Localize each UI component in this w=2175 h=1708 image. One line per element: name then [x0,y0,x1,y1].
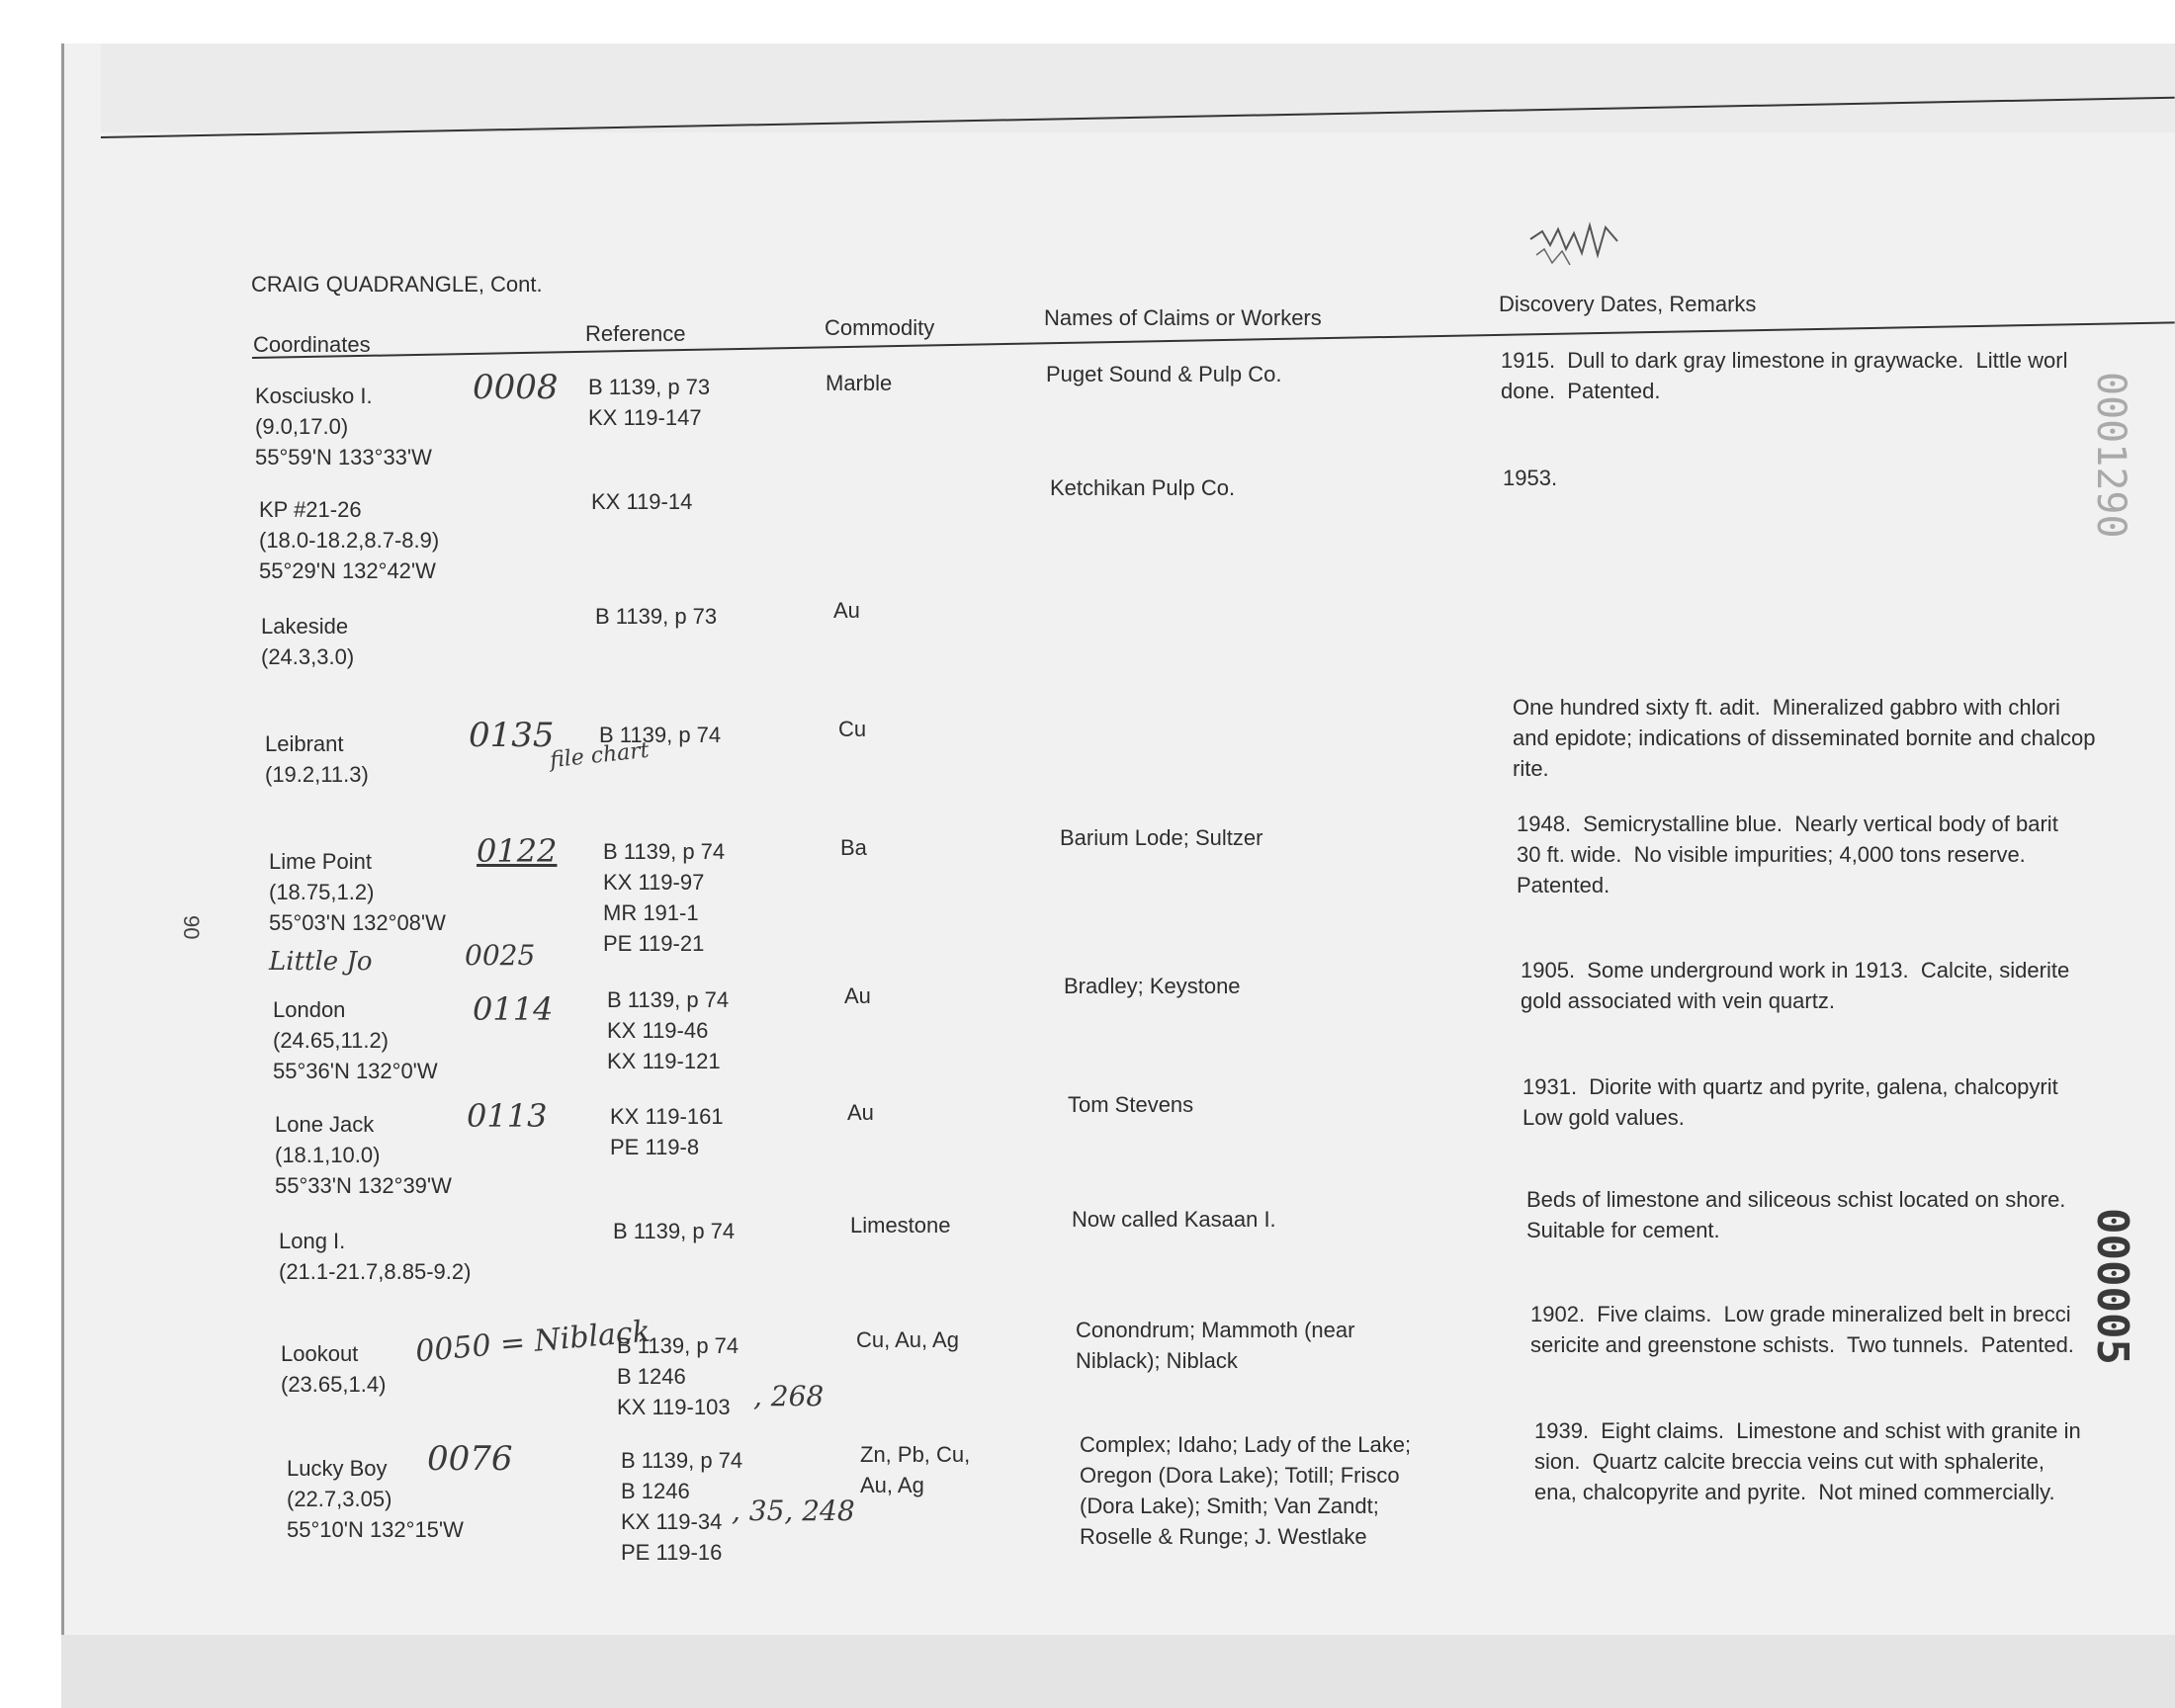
row-lonejack-handwritten-id: 0113 [467,1097,548,1135]
stamp-number-top: 0001290 [2088,372,2133,539]
col-header-names: Names of Claims or Workers [1044,305,1322,330]
row-kosciusko-reference: B 1139, p 73 KX 119-147 [588,375,711,430]
row-lakeside-commodity: Au [833,598,860,623]
col-header-coordinates: Coordinates [253,332,371,357]
row-leibrant-coordinates: Leibrant (19.2,11.3) [265,731,369,787]
row-lookout-commodity: Cu, Au, Ag [856,1327,959,1352]
row-kp-reference: KX 119-14 [591,489,693,514]
row-lonejack-commodity: Au [847,1100,874,1125]
row-lookout-handwritten-id: 0050 = Niblack [413,1314,652,1370]
row-luckyboy-commodity: Zn, Pb, Cu, Au, Ag [860,1442,971,1497]
row-longi-commodity: Limestone [850,1213,951,1238]
row-lonejack-coordinates: Lone Jack (18.1,10.0) 55°33'N 132°39'W [275,1112,452,1198]
page-number: 90 [179,915,204,940]
row-london-names: Bradley; Keystone [1064,974,1241,998]
row-luckyboy-handwritten-id: 0076 [427,1439,513,1479]
row-longi-remarks: Beds of limestone and siliceous schist located on shore. Suitable for cement. [1526,1187,2066,1242]
row-lookout-coordinates: Lookout (23.65,1.4) [281,1341,387,1397]
row-kp-remarks: 1953. [1503,466,1558,490]
row-leibrant-handwritten-id: 0135 [469,716,555,755]
scan-margin [61,1635,2175,1708]
row-kp-names: Ketchikan Pulp Co. [1050,475,1236,500]
col-header-remarks: Discovery Dates, Remarks [1499,292,1757,316]
stamp-number-bottom: 000005 [2087,1208,2137,1365]
row-kosciusko-commodity: Marble [826,371,893,395]
col-header-commodity: Commodity [825,315,935,340]
row-lonejack-reference: KX 119-161 PE 119-8 [610,1104,724,1159]
row-london-coordinates: London (24.65,11.2) 55°36'N 132°0'W [273,997,438,1083]
row-luckyboy-handwritten-reference: , 35, 248 [732,1494,855,1527]
row-luckyboy-reference: B 1139, p 74 B 1246 KX 119-34 PE 119-16 [621,1448,743,1565]
page-title: CRAIG QUADRANGLE, Cont. [251,272,543,297]
handwritten-scribble [1522,219,1641,279]
row-london-remarks: 1905. Some underground work in 1913. Calcite, siderite gold associated with vein quartz. [1521,958,2070,1013]
row-kosciusko-coordinates: Kosciusko I. (9.0,17.0) 55°59'N 133°33'W [255,384,432,470]
row-kosciusko-remarks: 1915. Dull to dark gray limestone in graywacke. Little worl done. Patented. [1501,348,2068,403]
row-london-commodity: Au [844,983,871,1008]
row-limepoint-coordinates: Lime Point (18.75,1.2) 55°03'N 132°08'W [269,849,446,935]
row-longi-coordinates: Long I. (21.1-21.7,8.85-9.2) [279,1229,472,1284]
row-london-reference: B 1139, p 74 KX 119-46 KX 119-121 [607,987,730,1073]
row-leibrant-handwritten-note: file chart [548,737,651,774]
row-lakeside-reference: B 1139, p 73 [595,604,718,629]
row-kp-coordinates: KP #21-26 (18.0-18.2,8.7-8.9) 55°29'N 132°42'W [259,497,440,583]
row-luckyboy-coordinates: Lucky Boy (22.7,3.05) 55°10'N 132°15'W [287,1456,464,1542]
row-longi-names: Now called Kasaan I. [1072,1207,1276,1232]
row-luckyboy-remarks: 1939. Eight claims. Limestone and schist with granite in sion. Quartz calcite breccia veins cut with sphalerite, ena, chalcopyrite and pyrite. Not mined commercially. [1534,1418,2081,1504]
row-london-handwritten-name: Little Jo [269,947,373,977]
row-lonejack-remarks: 1931. Diorite with quartz and pyrite, galena, chalcopyrit Low gold values. [1522,1074,2058,1130]
row-leibrant-reference: B 1139, p 74 [599,723,722,747]
row-luckyboy-names: Complex; Idaho; Lady of the Lake; Oregon (Dora Lake); Totill; Frisco (Dora Lake); Smith; Van Zandt; Roselle & Runge; J. Westlake [1080,1432,1412,1549]
row-kosciusko-names: Puget Sound & Pulp Co. [1046,362,1282,386]
row-limepoint-remarks: 1948. Semicrystalline blue. Nearly vertical body of barit 30 ft. wide. No visible impurities; 4,000 tons reserve. Patented. [1517,811,2058,897]
row-lookout-names: Conondrum; Mammoth (near Niblack); Niblack [1076,1318,1355,1373]
row-lookout-reference: B 1139, p 74 B 1246 KX 119-103 [617,1333,740,1419]
row-lonejack-names: Tom Stevens [1068,1092,1194,1117]
row-limepoint-names: Barium Lode; Sultzer [1060,825,1263,850]
row-limepoint-reference: B 1139, p 74 KX 119-97 MR 191-1 PE 119-21 [603,839,726,956]
row-london-handwritten-id: 0114 [473,990,554,1028]
row-london-handwritten-name-id: 0025 [465,939,536,972]
row-limepoint-handwritten-id: 0122 [477,832,558,870]
row-kosciusko-handwritten-id: 0008 [473,368,559,407]
row-leibrant-commodity: Cu [838,717,867,741]
row-longi-reference: B 1139, p 74 [613,1219,736,1243]
col-header-reference: Reference [585,321,686,346]
row-limepoint-commodity: Ba [840,835,867,860]
row-leibrant-remarks: One hundred sixty ft. adit. Mineralized gabbro with chlori and epidote; indications of disseminated bornite and chalcop rite. [1513,695,2096,781]
row-lakeside-coordinates: Lakeside (24.3,3.0) [261,614,355,669]
row-lookout-handwritten-reference: , 268 [753,1380,825,1412]
top-band [101,43,2175,132]
row-lookout-remarks: 1902. Five claims. Low grade mineralized belt in brecci sericite and greenstone schists. Two tunnels. Patented. [1530,1302,2074,1357]
